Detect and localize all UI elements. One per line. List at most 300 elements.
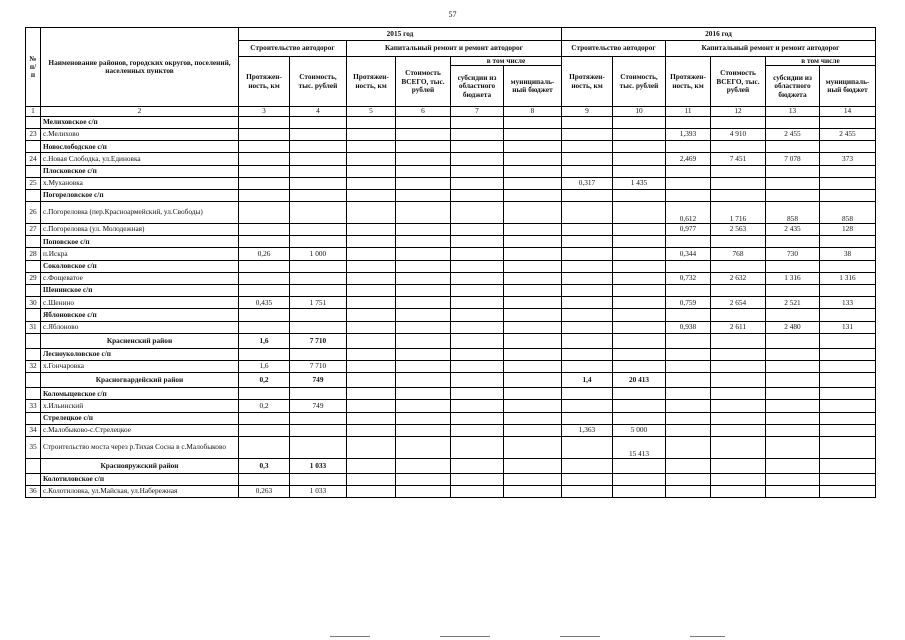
cell-col-10	[613, 486, 666, 498]
cell-col-13	[766, 424, 820, 436]
header-year-2015: 2015 год	[239, 28, 562, 41]
cell-col-8	[504, 458, 562, 473]
cell-col-9	[562, 400, 613, 412]
cell-col-4	[290, 189, 347, 201]
cell-col-5	[347, 189, 396, 201]
cell-col-11	[666, 177, 711, 189]
cell-col-8	[504, 388, 562, 400]
cell-col-14	[820, 189, 876, 201]
cell-col-8	[504, 189, 562, 201]
cell-col-9	[562, 272, 613, 284]
settlement-row	[26, 348, 876, 360]
district-row	[26, 373, 876, 388]
locality-name: Строительство моста через р.Тихая Сосна в с.Малобыково	[41, 436, 239, 458]
cell-col-7	[451, 309, 504, 321]
cell-col-10	[613, 473, 666, 485]
cell-col-9	[562, 473, 613, 485]
cell-col-9	[562, 248, 613, 260]
table-row	[26, 224, 876, 236]
cell-col-4	[290, 116, 347, 128]
cell-col-13	[766, 458, 820, 473]
cell-col-4: 1 033	[290, 486, 347, 498]
cell-col-13: 2 435	[766, 224, 820, 236]
cell-col-11: 0,732	[666, 272, 711, 284]
cell-col-11	[666, 373, 711, 388]
cell-col-12: 2 632	[711, 272, 766, 284]
cell-col-5	[347, 333, 396, 348]
cell-col-4: 1 751	[290, 297, 347, 309]
cell-col-13	[766, 309, 820, 321]
cell-col-3: 0,26	[239, 248, 290, 260]
header-repair-2016: Капитальный ремонт и ремонт автодорог	[666, 41, 876, 57]
cell-col-7	[451, 141, 504, 153]
row-number	[26, 260, 41, 272]
header-name: Наименование районов, городских округов, поселений, населенных пунктов	[41, 28, 239, 107]
table-row	[26, 436, 876, 458]
cell-col-12: 4 910	[711, 128, 766, 140]
settlement-row	[26, 189, 876, 201]
row-number	[26, 116, 41, 128]
cell-col-11: 1,393	[666, 128, 711, 140]
cell-col-9	[562, 309, 613, 321]
table-row	[26, 400, 876, 412]
cell-col-6	[396, 486, 451, 498]
cell-col-11	[666, 436, 711, 458]
cell-col-4	[290, 388, 347, 400]
row-number: 25	[26, 177, 41, 189]
cell-col-10	[613, 260, 666, 272]
table-row	[26, 153, 876, 165]
cell-col-11	[666, 424, 711, 436]
cell-col-11	[666, 141, 711, 153]
cell-col-7	[451, 285, 504, 297]
cell-col-9	[562, 189, 613, 201]
row-number	[26, 373, 41, 388]
column-index-5: 5	[347, 107, 396, 116]
cell-col-4	[290, 272, 347, 284]
settlement-name: Яблоновское с/п	[41, 309, 239, 321]
row-number	[26, 333, 41, 348]
column-index-11: 11	[666, 107, 711, 116]
cell-col-5	[347, 202, 396, 224]
cell-col-13: 730	[766, 248, 820, 260]
table-row	[26, 486, 876, 498]
cell-col-10	[613, 153, 666, 165]
cell-col-7	[451, 248, 504, 260]
cell-col-13	[766, 285, 820, 297]
cell-col-12	[711, 373, 766, 388]
cell-col-14	[820, 400, 876, 412]
cell-col-14: 858	[820, 202, 876, 224]
cell-col-5	[347, 388, 396, 400]
cell-col-12	[711, 348, 766, 360]
cell-col-13	[766, 236, 820, 248]
header-municipal: муниципаль-ный бюджет	[504, 66, 562, 107]
settlement-name: Коломыцевское с/п	[41, 388, 239, 400]
cell-col-10	[613, 321, 666, 333]
cell-col-9: 1,363	[562, 424, 613, 436]
cell-col-4	[290, 141, 347, 153]
cell-col-6	[396, 388, 451, 400]
locality-name: с.Яблоново	[41, 321, 239, 333]
cell-col-6	[396, 412, 451, 424]
locality-name: п.Искра	[41, 248, 239, 260]
cell-col-7	[451, 424, 504, 436]
cell-col-4	[290, 236, 347, 248]
cell-col-14	[820, 116, 876, 128]
cell-col-12	[711, 165, 766, 177]
cell-col-4	[290, 436, 347, 458]
column-index-8: 8	[504, 107, 562, 116]
cell-col-9	[562, 486, 613, 498]
cell-col-3	[239, 224, 290, 236]
header-construction-2015: Строительство автодорог	[239, 41, 347, 57]
cell-col-9: 1,4	[562, 373, 613, 388]
column-index-9: 9	[562, 107, 613, 116]
row-number	[26, 236, 41, 248]
cell-col-3	[239, 236, 290, 248]
cell-col-7	[451, 360, 504, 372]
cell-col-13: 858	[766, 202, 820, 224]
cell-col-6	[396, 458, 451, 473]
row-number	[26, 388, 41, 400]
column-index-row	[26, 107, 876, 116]
column-index-14: 14	[820, 107, 876, 116]
cell-col-6	[396, 436, 451, 458]
cell-col-3	[239, 177, 290, 189]
row-number: 27	[26, 224, 41, 236]
district-name: Краснояружский район	[41, 458, 239, 473]
cell-col-4: 749	[290, 373, 347, 388]
settlement-name: Погореловское с/п	[41, 189, 239, 201]
cell-col-3	[239, 473, 290, 485]
cell-col-12	[711, 116, 766, 128]
table-row	[26, 424, 876, 436]
cell-col-6	[396, 309, 451, 321]
table-row	[26, 177, 876, 189]
header-length: Протяжен-ность, км	[666, 57, 711, 107]
locality-name: с.Шенино	[41, 297, 239, 309]
cell-col-12	[711, 400, 766, 412]
settlement-row	[26, 260, 876, 272]
cell-col-14: 128	[820, 224, 876, 236]
settlement-name: Лесноуколовское с/п	[41, 348, 239, 360]
cell-col-8	[504, 400, 562, 412]
settlement-row	[26, 285, 876, 297]
cell-col-14	[820, 486, 876, 498]
header-cost: Стоимость, тыс. рублей	[290, 57, 347, 107]
cell-col-8	[504, 285, 562, 297]
cell-col-10	[613, 165, 666, 177]
cell-col-11	[666, 236, 711, 248]
cell-col-14	[820, 424, 876, 436]
cell-col-9	[562, 165, 613, 177]
cell-col-4: 749	[290, 400, 347, 412]
cell-col-8	[504, 412, 562, 424]
cell-col-13	[766, 177, 820, 189]
cell-col-7	[451, 153, 504, 165]
cell-col-14	[820, 412, 876, 424]
row-number: 35	[26, 436, 41, 458]
cell-col-14	[820, 348, 876, 360]
cell-col-13	[766, 436, 820, 458]
cell-col-13: 1 316	[766, 272, 820, 284]
cell-col-4	[290, 128, 347, 140]
cell-col-12: 2 563	[711, 224, 766, 236]
header-subsidy: субсидии из областного бюджета	[766, 66, 820, 107]
scan-edge-marks	[0, 632, 905, 640]
table-row	[26, 297, 876, 309]
cell-col-5	[347, 297, 396, 309]
cell-col-12	[711, 285, 766, 297]
cell-col-14	[820, 360, 876, 372]
cell-col-4	[290, 202, 347, 224]
cell-col-14: 131	[820, 321, 876, 333]
settlement-row	[26, 309, 876, 321]
cell-col-4: 1 033	[290, 458, 347, 473]
cell-col-9	[562, 412, 613, 424]
cell-col-9	[562, 321, 613, 333]
district-row	[26, 458, 876, 473]
cell-col-7	[451, 333, 504, 348]
cell-col-11: 0,977	[666, 224, 711, 236]
cell-col-5	[347, 116, 396, 128]
settlement-name: Плосковское с/п	[41, 165, 239, 177]
header-incl: в том числе	[766, 57, 876, 66]
settlement-row	[26, 236, 876, 248]
cell-col-9	[562, 297, 613, 309]
cell-col-9	[562, 388, 613, 400]
cell-col-8	[504, 436, 562, 458]
header-cost: Стоимость, тыс. рублей	[613, 57, 666, 107]
cell-col-4: 7 710	[290, 360, 347, 372]
cell-col-8	[504, 360, 562, 372]
cell-col-8	[504, 224, 562, 236]
settlement-row	[26, 116, 876, 128]
header-municipal: муниципаль-ный бюджет	[820, 66, 876, 107]
cell-col-9	[562, 458, 613, 473]
table-header	[26, 28, 876, 117]
cell-col-7	[451, 297, 504, 309]
cell-col-10	[613, 202, 666, 224]
cell-col-10	[613, 189, 666, 201]
cell-col-7	[451, 128, 504, 140]
cell-col-13	[766, 189, 820, 201]
cell-col-6	[396, 128, 451, 140]
cell-col-4	[290, 309, 347, 321]
cell-col-12	[711, 388, 766, 400]
cell-col-11	[666, 348, 711, 360]
cell-col-3	[239, 321, 290, 333]
cell-col-6	[396, 333, 451, 348]
cell-col-10	[613, 224, 666, 236]
settlement-name: Соколовское с/п	[41, 260, 239, 272]
cell-col-8	[504, 348, 562, 360]
cell-col-14	[820, 141, 876, 153]
cell-col-5	[347, 285, 396, 297]
cell-col-9	[562, 333, 613, 348]
cell-col-7	[451, 348, 504, 360]
cell-col-11	[666, 333, 711, 348]
page-number: 57	[448, 10, 457, 19]
cell-col-10: 1 435	[613, 177, 666, 189]
cell-col-7	[451, 400, 504, 412]
cell-col-14	[820, 473, 876, 485]
cell-col-10	[613, 297, 666, 309]
cell-col-6	[396, 189, 451, 201]
cell-col-10	[613, 128, 666, 140]
cell-col-7	[451, 412, 504, 424]
cell-col-13	[766, 400, 820, 412]
cell-col-6	[396, 272, 451, 284]
row-number	[26, 285, 41, 297]
locality-name: х.Мухановка	[41, 177, 239, 189]
cell-col-6	[396, 202, 451, 224]
settlement-row	[26, 388, 876, 400]
cell-col-8	[504, 260, 562, 272]
cell-col-5	[347, 436, 396, 458]
cell-col-7	[451, 373, 504, 388]
locality-name: с.Погореловка (ул. Молодежная)	[41, 224, 239, 236]
cell-col-9	[562, 236, 613, 248]
cell-col-14	[820, 165, 876, 177]
cell-col-8	[504, 177, 562, 189]
locality-name: с.Новая Слободка, ул.Единовка	[41, 153, 239, 165]
settlement-row	[26, 473, 876, 485]
cell-col-3	[239, 309, 290, 321]
cell-col-13	[766, 360, 820, 372]
cell-col-6	[396, 297, 451, 309]
cell-col-5	[347, 248, 396, 260]
cell-col-13	[766, 473, 820, 485]
settlement-row	[26, 412, 876, 424]
cell-col-9	[562, 436, 613, 458]
cell-col-13: 2 480	[766, 321, 820, 333]
cell-col-11: 0,938	[666, 321, 711, 333]
cell-col-13	[766, 260, 820, 272]
cell-col-13	[766, 141, 820, 153]
cell-col-8	[504, 333, 562, 348]
settlement-name: Шенинское с/п	[41, 285, 239, 297]
cell-col-4	[290, 412, 347, 424]
table-body	[26, 116, 876, 498]
cell-col-12: 1 716	[711, 202, 766, 224]
header-year-2016: 2016 год	[562, 28, 876, 41]
cell-col-4	[290, 224, 347, 236]
cell-col-4	[290, 260, 347, 272]
row-number	[26, 348, 41, 360]
cell-col-6	[396, 116, 451, 128]
cell-col-12	[711, 360, 766, 372]
cell-col-10	[613, 458, 666, 473]
cell-col-6	[396, 236, 451, 248]
cell-col-7	[451, 260, 504, 272]
cell-col-4	[290, 165, 347, 177]
cell-col-14	[820, 458, 876, 473]
row-number	[26, 141, 41, 153]
cell-col-10	[613, 412, 666, 424]
cell-col-7	[451, 189, 504, 201]
cell-col-7	[451, 165, 504, 177]
row-number: 24	[26, 153, 41, 165]
cell-col-3: 0,2	[239, 400, 290, 412]
cell-col-12	[711, 436, 766, 458]
cell-col-11	[666, 260, 711, 272]
header-repair-2015: Капитальный ремонт и ремонт автодорог	[347, 41, 562, 57]
cell-col-5	[347, 321, 396, 333]
cell-col-3	[239, 165, 290, 177]
cell-col-8	[504, 272, 562, 284]
cell-col-4	[290, 473, 347, 485]
cell-col-7	[451, 321, 504, 333]
cell-col-6	[396, 348, 451, 360]
cell-col-11	[666, 486, 711, 498]
cell-col-13: 7 078	[766, 153, 820, 165]
locality-name: с.Колотиловка, ул.Майская, ул.Набережная	[41, 486, 239, 498]
cell-col-6	[396, 360, 451, 372]
cell-col-12: 7 451	[711, 153, 766, 165]
cell-col-14: 2 455	[820, 128, 876, 140]
column-index-4: 4	[290, 107, 347, 116]
header-length: Протяжен-ность, км	[562, 57, 613, 107]
row-number	[26, 473, 41, 485]
cell-col-7	[451, 224, 504, 236]
cell-col-5	[347, 153, 396, 165]
cell-col-13	[766, 486, 820, 498]
cell-col-5	[347, 412, 396, 424]
cell-col-14	[820, 333, 876, 348]
cell-col-12: 768	[711, 248, 766, 260]
cell-col-14	[820, 236, 876, 248]
cell-col-3	[239, 348, 290, 360]
table-row	[26, 202, 876, 224]
cell-col-8	[504, 321, 562, 333]
header-length: Протяжен-ность, км	[347, 57, 396, 107]
cell-col-11	[666, 360, 711, 372]
cell-col-10	[613, 116, 666, 128]
cell-col-5	[347, 177, 396, 189]
cell-col-11: 0,612	[666, 202, 711, 224]
cell-col-6	[396, 177, 451, 189]
cell-col-3: 1,6	[239, 333, 290, 348]
cell-col-5	[347, 224, 396, 236]
settlement-name: Мелиховское с/п	[41, 116, 239, 128]
cell-col-12: 2 611	[711, 321, 766, 333]
cell-col-14	[820, 177, 876, 189]
cell-col-6	[396, 248, 451, 260]
cell-col-7	[451, 272, 504, 284]
cell-col-9	[562, 224, 613, 236]
locality-name: с.Фощеватое	[41, 272, 239, 284]
cell-col-13	[766, 333, 820, 348]
cell-col-3	[239, 272, 290, 284]
cell-col-3: 0,2	[239, 373, 290, 388]
table-row	[26, 248, 876, 260]
cell-col-12	[711, 236, 766, 248]
cell-col-11	[666, 400, 711, 412]
cell-col-12	[711, 260, 766, 272]
column-index-13: 13	[766, 107, 820, 116]
cell-col-10	[613, 141, 666, 153]
cell-col-11	[666, 473, 711, 485]
cell-col-7	[451, 177, 504, 189]
cell-col-13	[766, 388, 820, 400]
cell-col-8	[504, 202, 562, 224]
cell-col-12	[711, 458, 766, 473]
cell-col-9: 0,317	[562, 177, 613, 189]
table-row	[26, 321, 876, 333]
cell-col-11	[666, 116, 711, 128]
